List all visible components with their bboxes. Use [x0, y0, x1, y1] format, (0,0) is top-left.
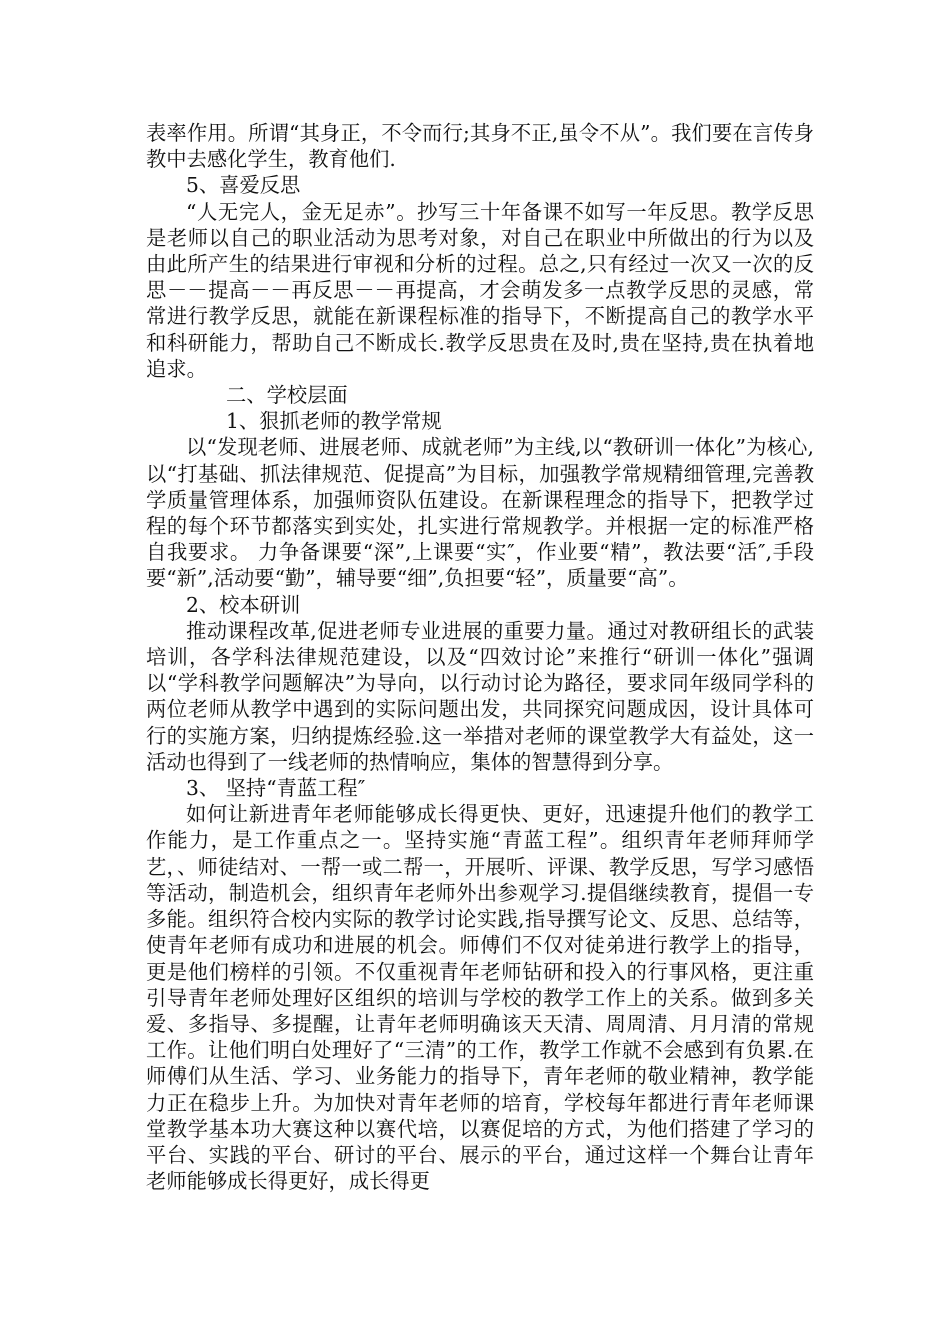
section-heading-qinglan-project: 3、 坚持“青蓝工程″: [186, 776, 366, 801]
paragraph-qinglan-project: 如何让新进青年老师能够成长得更快、更好，迅速提升他们的教学工作能力，是工作重点之一。坚持实施“青蓝工程”。组织青年老师拜师学艺，、师徒结对、一帮一或二帮一，开展听、评课、教学反思，写学习感悟等活动，制造机会，组织青年老师外出参观学习.提倡继续教育，提倡一专多能。组织符合校内实际的教学讨论实践,指导撰写论文、反思、总结等，使青年老师有成功和进展的机会。师傅们不仅对徒弟进行教学上的指导，更是他们榜样的引领。不仅重视青年老师钻研和投入的行事风格，更注重引导青年老师处理好区组织的培训与学校的教学工作上的关系。做到多关爱、多指导、多提醒，让青年老师明确该天天清、周周清、月月清的常规工作。让他们明白处理好了“三清”的工作，教学工作就不会感到有负累.在师傅们从生活、学习、业务能力的指导下，青年老师的敬业精神，教学能力正在稳步上升。为加快对青年老师的培育，学校每年都进行青年老师课堂教学基本功大赛这种以赛代培，以赛促培的方式，为他们搭建了学习的平台、实践的平台、研讨的平台、展示的平台，通过这样一个舞台让青年老师能够成长得更好，成长得更: [146, 802, 814, 1194]
document-page: [146, 120, 814, 1194]
section-heading-school-research: 2、校本研训: [186, 592, 301, 617]
section-heading-school-level: 二、学校层面: [226, 383, 348, 408]
paragraph-continuation: 表率作用。所谓“其身正，不令而行;其身不正,虽令不从”。我们要在言传身教中去感化学生，教育他们.: [146, 121, 814, 172]
section-heading-teaching-routine: 1、狠抓老师的教学常规: [226, 409, 442, 434]
section-heading-reflection: 5、喜爱反思: [186, 173, 301, 198]
paragraph-teaching-routine: 以“发现老师、进展老师、成就老师”为主线,以“教研训一体化”为核心,以“打基础、抓法律规范、促提高”为目标，加强教学常规精细管理,完善教学质量管理体系，加强师资队伍建设。在新课程理念的指导下，把教学过程的每个环节都落实到实处，扎实进行常规教学。并根据一定的标准严格自我要求。 力争备课要“深”,上课要“实″，作业要“精”，教法要“活″,手段要“新”,活动要“勤”，辅导要“细”,负担要“轻”，质量要“高”。: [146, 435, 814, 591]
paragraph-reflection: “人无完人，金无足赤”。抄写三十年备课不如写一年反思。教学反思是老师以自己的职业活动为思考对象，对自己在职业中所做出的行为以及由此所产生的结果进行审视和分析的过程。总之,只有经过一次又一次的反思－－提高－－再反思－－再提高，才会萌发多一点教学反思的灵感，常常进行教学反思，就能在新课程标准的指导下，不断提高自己的教学水平和科研能力，帮助自己不断成长.教学反思贵在及时,贵在坚持,贵在执着地追求。: [146, 199, 814, 381]
paragraph-school-research: 推动课程改革,促进老师专业进展的重要力量。通过对教研组长的武装培训，各学科法律规范建设，以及“四效讨论”来推行“研训一体化”强调以“学科教学问题解决”为导向，以行动讨论为路径，要求同年级同学科的两位老师从教学中遇到的实际问题出发，共同探究问题成因，设计具体可行的实施方案，归纳提炼经验.这一举措对老师的课堂教学大有益处，这一活动也得到了一线老师的热情响应，集体的智慧得到分享。: [146, 618, 814, 774]
